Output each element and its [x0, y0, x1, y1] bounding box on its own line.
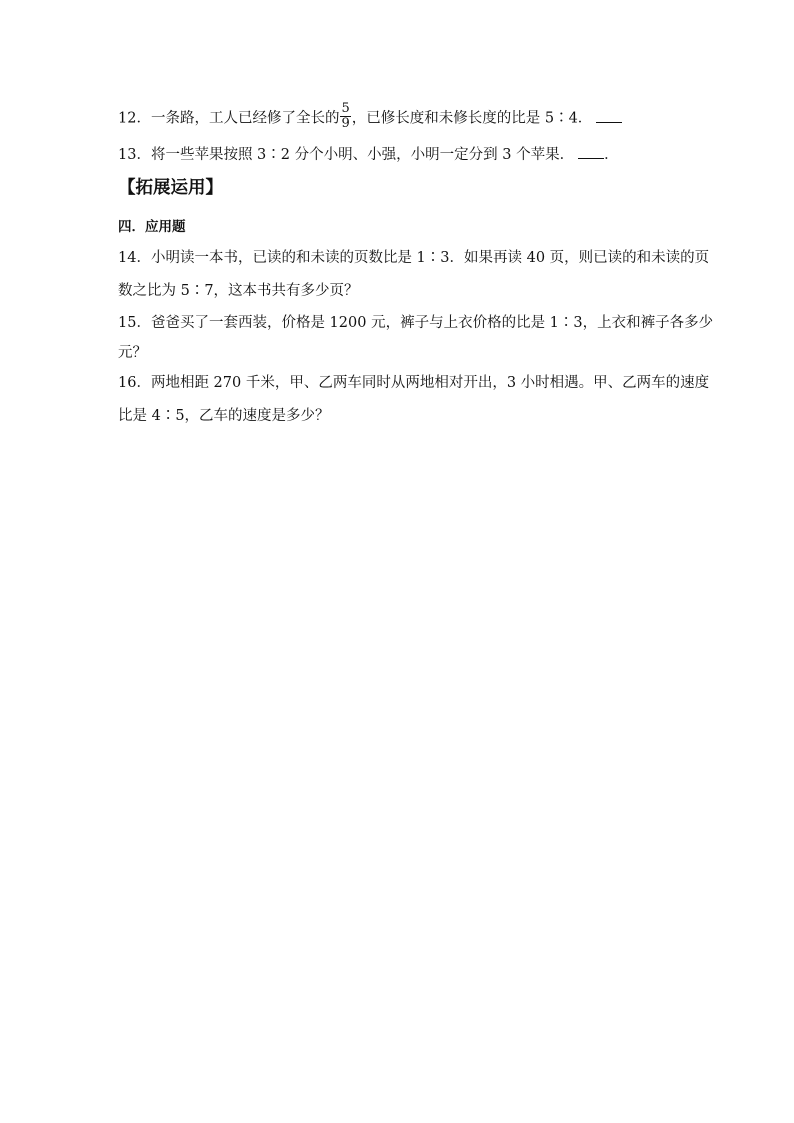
- question-12-text-before: 一条路，工人已经修了全长的: [150, 110, 340, 127]
- answer-blank-13[interactable]: [578, 144, 604, 159]
- question-12: [118, 101, 678, 133]
- question-15-line-1: 15．爸爸买了一套西装，价格是 1200 元，裤子与上衣价格的比是 1∶3，上衣和裤子各多少: [118, 315, 714, 331]
- question-12-text-after: ，已修长度和未修长度的比是 5∶4．: [351, 110, 593, 127]
- question-14-line-2: 数之比为 5∶7，这本书共有多少页？: [118, 283, 359, 299]
- question-15-line-2: 元？: [118, 345, 147, 361]
- question-13-text: 将一些苹果按照 3∶2 分个小明、小强，小明一定分到 3 个苹果．: [150, 147, 575, 163]
- fraction-five-ninths: [340, 102, 350, 131]
- fraction-numerator: 5: [341, 101, 350, 116]
- question-13-tail: ．: [604, 147, 619, 163]
- answer-blank-12[interactable]: [596, 108, 622, 123]
- question-16-line-2: 比是 4∶5，乙车的速度是多少？: [118, 408, 330, 424]
- question-12-number: 12．: [118, 110, 151, 127]
- part-title: 四．应用题: [118, 219, 186, 235]
- section-title: 【拓展运用】: [118, 178, 223, 198]
- question-13-number: 13．: [118, 147, 151, 163]
- question-16-line-1: 16．两地相距 270 千米，甲、乙两车同时从两地相对开出，3 小时相遇。甲、乙两车的速度: [118, 375, 710, 391]
- fraction-denominator: 9: [341, 116, 350, 131]
- question-13: [118, 144, 678, 165]
- question-14-line-1: 14．小明读一本书，已读的和未读的页数比是 1∶3．如果再读 40 页，则已读的和未读的页: [118, 250, 710, 266]
